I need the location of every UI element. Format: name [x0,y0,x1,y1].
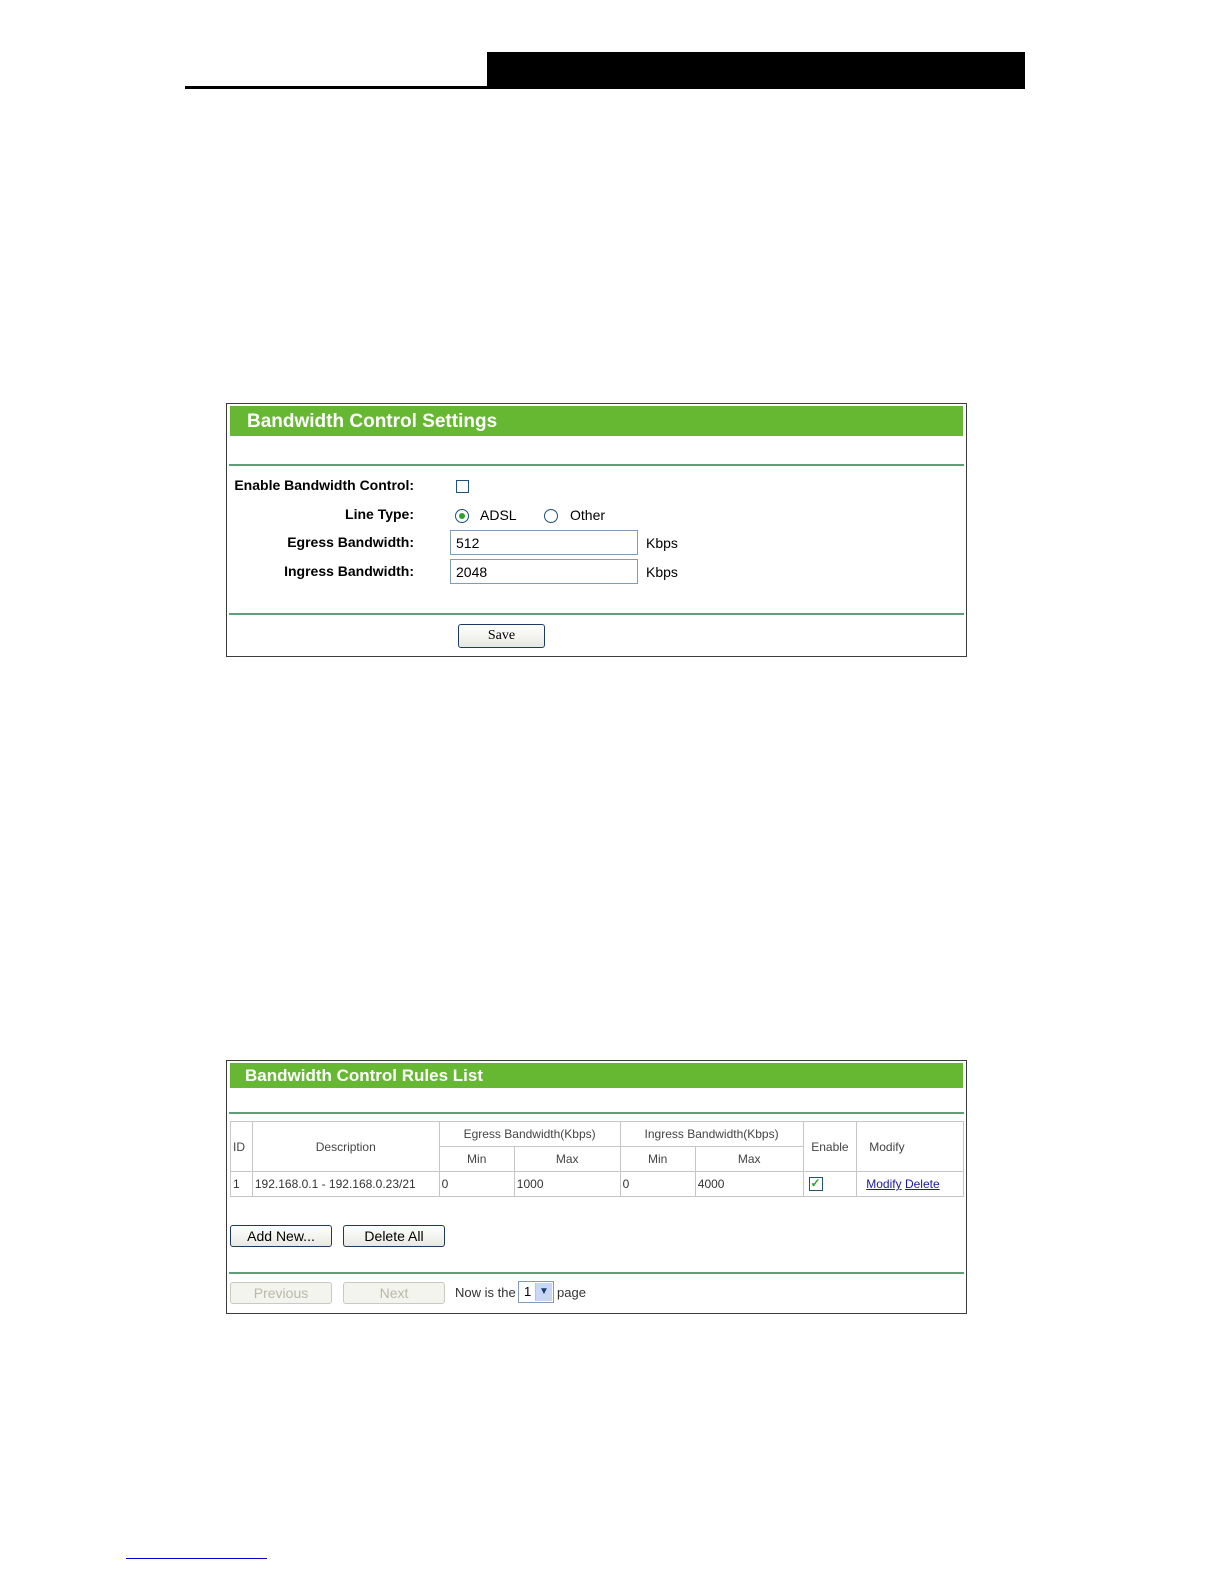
delete-all-button[interactable]: Delete All [343,1225,445,1247]
document-header-rule [185,86,1025,89]
ingress-unit: Kbps [646,564,678,580]
bandwidth-settings-panel [226,403,967,657]
row-enable-checkbox[interactable] [809,1177,823,1191]
row-id: 1 [231,1172,253,1197]
page-prefix-text: Now is the [455,1285,516,1300]
settings-bottom-separator [229,613,964,615]
chevron-down-icon: ▼ [535,1283,552,1301]
row-egress-max: 1000 [514,1172,620,1197]
ingress-bandwidth-label: Ingress Bandwidth: [284,563,414,579]
line-type-label: Line Type: [345,506,414,522]
header-egress-min: Min [439,1147,514,1172]
add-new-button[interactable]: Add New... [230,1225,332,1247]
rules-top-separator [229,1112,964,1114]
checkmark-icon: ✓ [810,1176,821,1191]
previous-button[interactable]: Previous [230,1282,332,1304]
header-id: ID [231,1122,253,1172]
document-footer-link-underline [126,1558,267,1559]
settings-top-separator [229,464,964,466]
rules-panel-title: Bandwidth Control Rules List [230,1063,963,1088]
line-type-adsl-label: ADSL [480,507,517,523]
delete-link[interactable]: Delete [904,1177,940,1191]
egress-unit: Kbps [646,535,678,551]
bandwidth-rules-panel [226,1060,967,1314]
modify-link[interactable]: Modify [866,1177,902,1191]
header-ingress-min: Min [620,1147,695,1172]
row-ingress-min: 0 [620,1172,695,1197]
rules-table [230,1121,964,1197]
settings-panel-title: Bandwidth Control Settings [230,406,963,436]
radio-selected-dot [459,513,465,519]
rules-bottom-separator [229,1272,964,1274]
row-ingress-max: 4000 [695,1172,803,1197]
row-egress-min: 0 [439,1172,514,1197]
line-type-other-radio[interactable] [544,509,558,523]
header-modify: Modify [857,1122,964,1172]
header-ingress: Ingress Bandwidth(Kbps) [620,1122,803,1147]
header-egress-max: Max [514,1147,620,1172]
table-row [231,1172,964,1197]
document-header-bar [487,52,1025,89]
table-header-row [231,1122,964,1147]
row-actions-cell [857,1172,964,1197]
header-description: Description [252,1122,439,1172]
egress-bandwidth-input[interactable]: 512 [450,530,638,555]
save-button[interactable]: Save [458,624,545,648]
page-suffix-text: page [557,1285,586,1300]
header-egress: Egress Bandwidth(Kbps) [439,1122,620,1147]
line-type-adsl-radio[interactable] [455,509,469,523]
page-select-value: 1 [524,1284,532,1299]
enable-bandwidth-checkbox[interactable] [456,480,469,493]
next-button[interactable]: Next [343,1282,445,1304]
header-enable: Enable [803,1122,857,1172]
enable-bandwidth-label: Enable Bandwidth Control: [234,477,414,493]
page-select[interactable] [518,1281,554,1303]
line-type-other-label: Other [570,507,606,523]
row-enable-cell [803,1172,857,1197]
egress-bandwidth-label: Egress Bandwidth: [287,534,414,550]
row-description: 192.168.0.1 - 192.168.0.23/21 [252,1172,439,1197]
header-ingress-max: Max [695,1147,803,1172]
ingress-bandwidth-input[interactable]: 2048 [450,559,638,584]
